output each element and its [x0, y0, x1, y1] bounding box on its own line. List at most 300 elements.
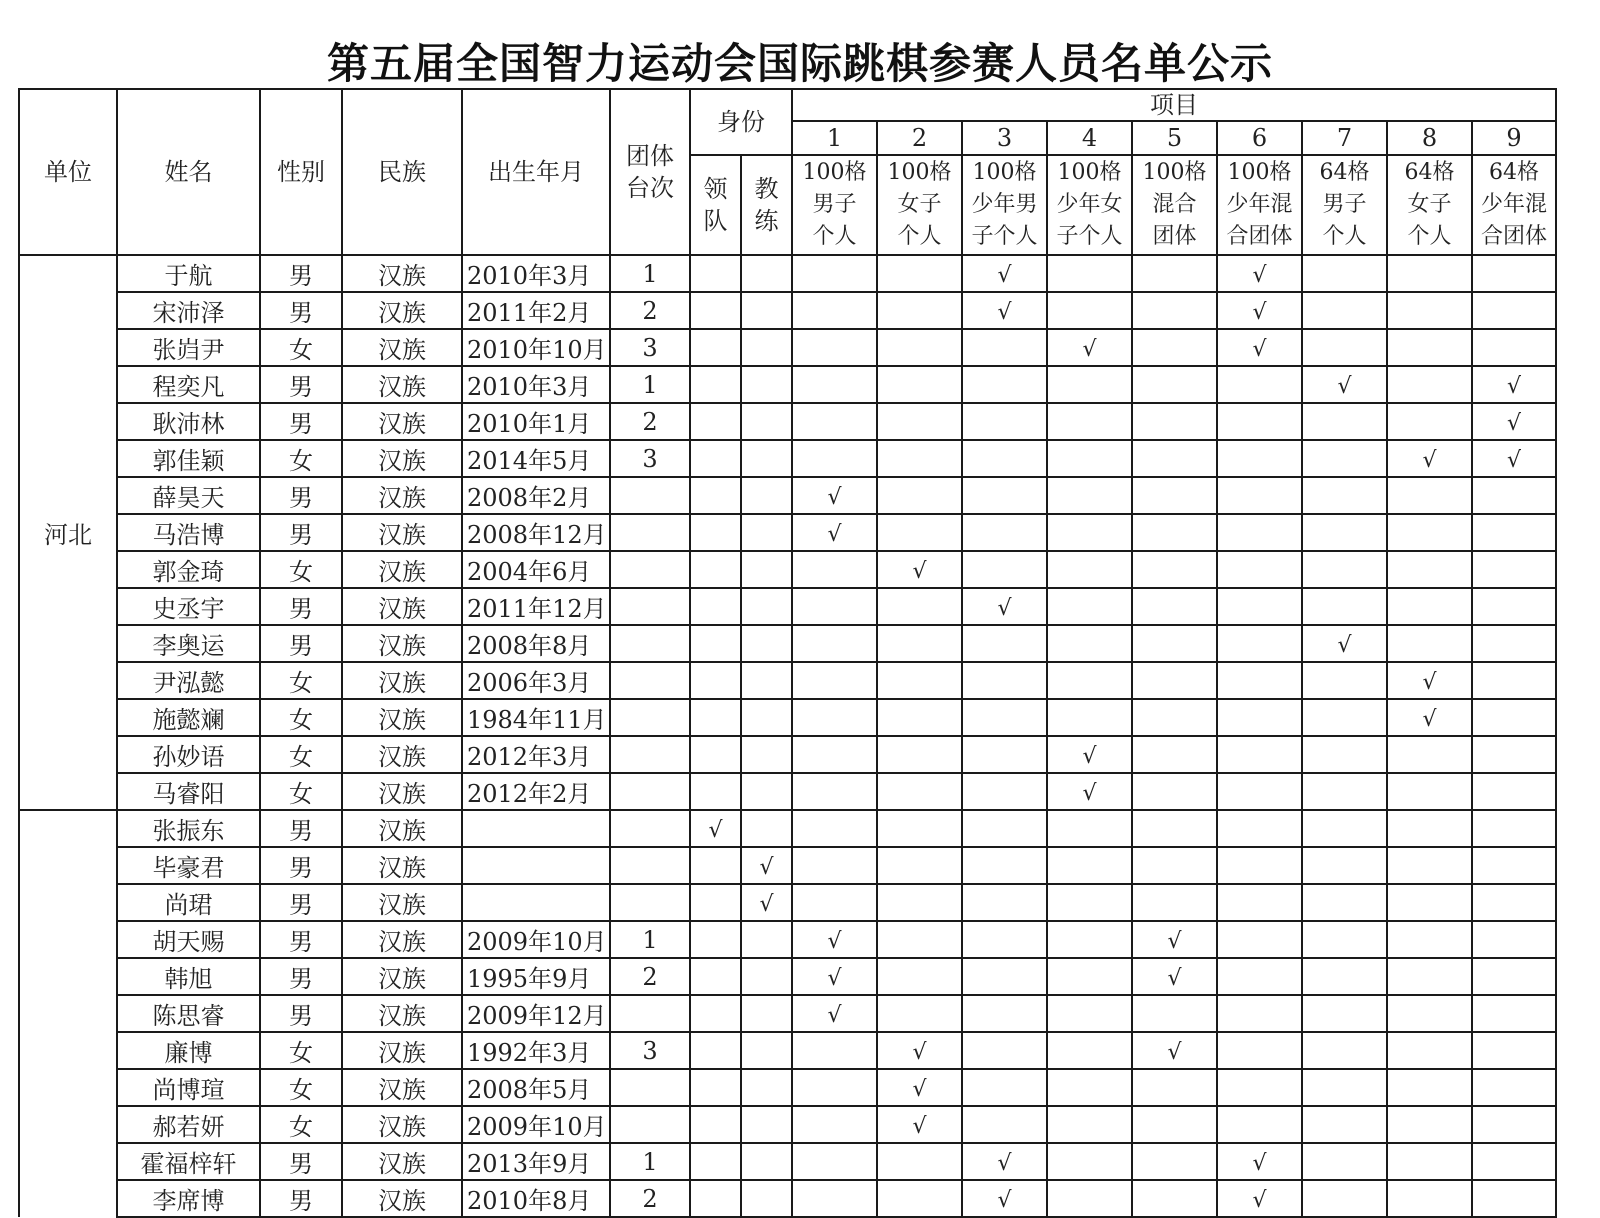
event-cell [962, 1180, 1047, 1217]
leader-cell [690, 699, 741, 736]
ethnicity-cell: 汉族 [342, 773, 462, 810]
event-cell [877, 477, 962, 514]
table-row [19, 625, 1556, 662]
event-cell [792, 773, 877, 810]
table-row [19, 440, 1556, 477]
header-event-name-line: 100格 [1142, 160, 1207, 185]
event-cell [1302, 699, 1387, 736]
event-cell [1302, 1143, 1387, 1180]
event-cell [962, 551, 1047, 588]
gender-cell: 男 [260, 810, 342, 847]
event-cell [1387, 1143, 1472, 1180]
gender-cell: 男 [260, 514, 342, 551]
coach-cell [741, 995, 792, 1032]
event-cell [962, 403, 1047, 440]
team-order-cell: 1 [610, 1143, 690, 1180]
event-cell [1472, 662, 1556, 699]
event-cell [1387, 551, 1472, 588]
coach-cell [741, 625, 792, 662]
event-cell [1387, 403, 1472, 440]
gender-cell: 男 [260, 921, 342, 958]
event-cell [1472, 847, 1556, 884]
name-cell: 陈思睿 [117, 995, 260, 1032]
header-unit: 单位 [19, 89, 117, 255]
header-event-name [1132, 155, 1217, 255]
event-cell [1217, 477, 1302, 514]
event-cell [1387, 514, 1472, 551]
header-event-name-line: 少年混 [1226, 192, 1293, 217]
ethnicity-cell: 汉族 [342, 440, 462, 477]
event-cell [1047, 1032, 1132, 1069]
header-event-name [792, 155, 877, 255]
event-cell [1047, 366, 1132, 403]
event-cell [1472, 921, 1556, 958]
check-mark: √ [827, 965, 842, 991]
table-row [19, 699, 1556, 736]
event-cell [792, 1032, 877, 1069]
leader-cell [690, 255, 741, 292]
table-row [19, 514, 1556, 551]
table-row [19, 1069, 1556, 1106]
team-order-cell [610, 588, 690, 625]
leader-cell [690, 1106, 741, 1143]
coach-cell [741, 810, 792, 847]
event-cell [877, 1106, 962, 1143]
check-mark: √ [1167, 928, 1182, 954]
name-cell: 孙妙语 [117, 736, 260, 773]
check-mark: √ [1337, 632, 1352, 658]
table-row [19, 1032, 1556, 1069]
coach-cell [741, 255, 792, 292]
event-cell [962, 773, 1047, 810]
event-cell [1047, 847, 1132, 884]
header-event-name-line: 64格 [1404, 160, 1455, 185]
event-cell [1472, 773, 1556, 810]
coach-cell [741, 736, 792, 773]
event-cell [1472, 514, 1556, 551]
event-cell [877, 847, 962, 884]
event-cell [1387, 292, 1472, 329]
event-cell [1132, 773, 1217, 810]
table-row [19, 588, 1556, 625]
header-event-name-line: 团体 [1152, 224, 1197, 249]
check-mark: √ [827, 1002, 842, 1028]
event-cell [1472, 995, 1556, 1032]
header-event-name-line: 子个人 [971, 224, 1038, 249]
event-cell [1132, 366, 1217, 403]
team-order-cell: 3 [610, 1032, 690, 1069]
event-cell [1217, 292, 1302, 329]
name-cell: 霍福梓轩 [117, 1143, 260, 1180]
event-cell [1132, 662, 1217, 699]
ethnicity-cell: 汉族 [342, 1180, 462, 1217]
name-cell: 毕豪君 [117, 847, 260, 884]
event-cell [1132, 810, 1217, 847]
check-mark: √ [1506, 447, 1522, 473]
event-cell [877, 773, 962, 810]
event-cell [1387, 995, 1472, 1032]
leader-cell [690, 588, 741, 625]
event-cell [877, 366, 962, 403]
event-cell [1217, 588, 1302, 625]
event-cell [1132, 329, 1217, 366]
event-cell [1132, 292, 1217, 329]
event-cell [1387, 1106, 1472, 1143]
header-name: 姓名 [117, 89, 260, 255]
check-mark: √ [1252, 1150, 1267, 1176]
gender-cell: 女 [260, 551, 342, 588]
gender-cell: 男 [260, 255, 342, 292]
event-cell [792, 588, 877, 625]
event-cell [962, 921, 1047, 958]
header-coach-line1: 教 [754, 175, 779, 203]
name-cell: 廉博 [117, 1032, 260, 1069]
event-cell [877, 255, 962, 292]
event-cell [1472, 477, 1556, 514]
header-event-name [1302, 155, 1387, 255]
table-row [19, 403, 1556, 440]
event-cell [1132, 588, 1217, 625]
table-row [19, 255, 1556, 292]
leader-cell [690, 847, 741, 884]
leader-cell [690, 1069, 741, 1106]
header-event-number: 9 [1472, 121, 1556, 155]
team-order-cell [610, 477, 690, 514]
team-order-cell [610, 514, 690, 551]
name-cell: 尚珺 [117, 884, 260, 921]
event-cell [1302, 1069, 1387, 1106]
coach-cell [741, 1032, 792, 1069]
header-event-name-line: 100格 [802, 160, 867, 185]
header-leader-line2: 队 [703, 207, 728, 235]
event-cell [1302, 625, 1387, 662]
event-cell [1047, 773, 1132, 810]
team-order-cell [610, 847, 690, 884]
leader-cell [690, 958, 741, 995]
event-cell [792, 440, 877, 477]
event-cell [1387, 1180, 1472, 1217]
event-cell [1302, 366, 1387, 403]
birth-cell: 2011年12月 [462, 588, 610, 625]
event-cell [1047, 1069, 1132, 1106]
birth-cell: 2011年2月 [462, 292, 610, 329]
event-cell [1387, 329, 1472, 366]
event-cell [877, 736, 962, 773]
event-cell [792, 699, 877, 736]
ethnicity-cell: 汉族 [342, 292, 462, 329]
team-order-cell [610, 1106, 690, 1143]
event-cell [1387, 588, 1472, 625]
ethnicity-cell: 汉族 [342, 625, 462, 662]
event-cell [1302, 440, 1387, 477]
event-cell [1472, 1143, 1556, 1180]
header-event-name-line: 个人 [1322, 224, 1367, 249]
team-order-cell: 2 [610, 958, 690, 995]
table-row [19, 1106, 1556, 1143]
table-row [19, 477, 1556, 514]
gender-cell: 女 [260, 1032, 342, 1069]
gender-cell: 男 [260, 958, 342, 995]
header-event-name-line: 子个人 [1056, 224, 1123, 249]
event-cell [1047, 995, 1132, 1032]
event-cell [1472, 884, 1556, 921]
event-cell [1132, 1180, 1217, 1217]
coach-cell [741, 366, 792, 403]
table-row [19, 1143, 1556, 1180]
event-cell [1047, 884, 1132, 921]
birth-cell: 2010年1月 [462, 403, 610, 440]
check-mark: √ [1422, 669, 1437, 695]
event-cell [792, 366, 877, 403]
event-cell [877, 403, 962, 440]
event-cell [962, 958, 1047, 995]
event-cell [1132, 847, 1217, 884]
team-order-cell [610, 995, 690, 1032]
leader-cell [690, 440, 741, 477]
event-cell [792, 255, 877, 292]
check-mark: √ [827, 928, 842, 954]
event-cell [1132, 699, 1217, 736]
event-cell [1302, 662, 1387, 699]
event-cell [1047, 440, 1132, 477]
event-cell [877, 1032, 962, 1069]
header-event-name-line: 男子 [812, 192, 857, 217]
ethnicity-cell: 汉族 [342, 329, 462, 366]
leader-cell [690, 662, 741, 699]
event-cell [1387, 736, 1472, 773]
event-cell [1302, 403, 1387, 440]
event-cell [962, 329, 1047, 366]
event-cell [1472, 958, 1556, 995]
birth-cell: 2008年12月 [462, 514, 610, 551]
event-cell [792, 551, 877, 588]
event-cell [1302, 1106, 1387, 1143]
header-leader-line1: 领 [703, 175, 728, 203]
leader-cell [690, 403, 741, 440]
event-cell [792, 477, 877, 514]
event-cell [1302, 958, 1387, 995]
ethnicity-cell: 汉族 [342, 588, 462, 625]
team-order-cell [610, 662, 690, 699]
event-cell [1217, 1180, 1302, 1217]
event-cell [877, 514, 962, 551]
event-cell [962, 810, 1047, 847]
event-cell [1302, 736, 1387, 773]
birth-cell: 2010年10月 [462, 329, 610, 366]
event-cell [1132, 1032, 1217, 1069]
event-cell [1132, 995, 1217, 1032]
check-mark: √ [1082, 743, 1097, 769]
check-mark: √ [1252, 299, 1267, 325]
table-row [19, 329, 1556, 366]
check-mark: √ [1252, 262, 1267, 288]
event-cell [792, 921, 877, 958]
gender-cell: 女 [260, 329, 342, 366]
birth-cell: 2008年8月 [462, 625, 610, 662]
check-mark: √ [997, 1187, 1012, 1213]
team-order-cell: 2 [610, 1180, 690, 1217]
event-cell [1132, 736, 1217, 773]
unit-cell: 河北 [19, 255, 117, 810]
name-cell: 马睿阳 [117, 773, 260, 810]
name-cell: 李奥运 [117, 625, 260, 662]
birth-cell [462, 847, 610, 884]
event-cell [792, 403, 877, 440]
coach-cell [741, 847, 792, 884]
check-mark: √ [708, 817, 723, 843]
event-cell [1217, 440, 1302, 477]
birth-cell [462, 884, 610, 921]
event-cell [792, 736, 877, 773]
header-event-number: 3 [962, 121, 1047, 155]
gender-cell: 女 [260, 736, 342, 773]
gender-cell: 男 [260, 1180, 342, 1217]
leader-cell [690, 1180, 741, 1217]
ethnicity-cell: 汉族 [342, 810, 462, 847]
event-cell [1302, 1180, 1387, 1217]
leader-cell [690, 995, 741, 1032]
event-cell [962, 884, 1047, 921]
check-mark: √ [912, 1076, 927, 1102]
gender-cell: 男 [260, 477, 342, 514]
event-cell [792, 1180, 877, 1217]
event-cell [1047, 921, 1132, 958]
event-cell [877, 662, 962, 699]
event-cell [792, 329, 877, 366]
event-cell [1472, 736, 1556, 773]
gender-cell: 女 [260, 662, 342, 699]
birth-cell: 2010年3月 [462, 366, 610, 403]
event-cell [1387, 699, 1472, 736]
birth-cell: 2009年10月 [462, 1106, 610, 1143]
name-cell: 郭佳颖 [117, 440, 260, 477]
gender-cell: 女 [260, 773, 342, 810]
event-cell [1217, 995, 1302, 1032]
ethnicity-cell: 汉族 [342, 477, 462, 514]
check-mark: √ [1167, 1039, 1182, 1065]
page-title: 第五届全国智力运动会国际跳棋参赛人员名单公示 [326, 39, 1273, 88]
header-team-order-line2: 台次 [626, 174, 674, 202]
header-event-name-line: 混合 [1152, 192, 1197, 217]
event-cell [1472, 329, 1556, 366]
roster-table [18, 88, 1557, 1218]
event-cell [1472, 1106, 1556, 1143]
coach-cell [741, 699, 792, 736]
event-cell [1302, 551, 1387, 588]
header-event-number: 2 [877, 121, 962, 155]
event-cell [877, 1069, 962, 1106]
event-cell [877, 884, 962, 921]
header-coach [741, 155, 792, 255]
birth-cell: 2010年8月 [462, 1180, 610, 1217]
name-cell: 薛昊天 [117, 477, 260, 514]
ethnicity-cell: 汉族 [342, 662, 462, 699]
event-cell [1047, 588, 1132, 625]
event-cell [1472, 625, 1556, 662]
coach-cell [741, 588, 792, 625]
gender-cell: 男 [260, 366, 342, 403]
event-cell [792, 1069, 877, 1106]
header-event-name-line: 个人 [897, 224, 942, 249]
event-cell [1047, 736, 1132, 773]
header-event-name [1047, 155, 1132, 255]
coach-cell [741, 884, 792, 921]
check-mark: √ [1422, 447, 1437, 473]
event-cell [1387, 773, 1472, 810]
name-cell: 韩旭 [117, 958, 260, 995]
header-events: 项目 [792, 89, 1556, 121]
name-cell: 施懿斓 [117, 699, 260, 736]
coach-cell [741, 1143, 792, 1180]
table-row [19, 366, 1556, 403]
check-mark: √ [1082, 336, 1097, 362]
event-cell [792, 847, 877, 884]
leader-cell [690, 292, 741, 329]
name-cell: 史丞宇 [117, 588, 260, 625]
event-cell [792, 995, 877, 1032]
event-cell [1387, 1069, 1472, 1106]
event-cell [1387, 440, 1472, 477]
header-team-order-line1: 团体 [626, 142, 674, 170]
event-cell [877, 1180, 962, 1217]
team-order-cell: 1 [610, 366, 690, 403]
leader-cell [690, 921, 741, 958]
event-cell [877, 995, 962, 1032]
event-cell [1132, 440, 1217, 477]
team-order-cell [610, 551, 690, 588]
coach-cell [741, 662, 792, 699]
team-order-cell [610, 699, 690, 736]
name-cell: 张振东 [117, 810, 260, 847]
event-cell [1132, 1106, 1217, 1143]
ethnicity-cell: 汉族 [342, 514, 462, 551]
coach-cell [741, 551, 792, 588]
birth-cell: 1984年11月 [462, 699, 610, 736]
birth-cell: 2013年9月 [462, 1143, 610, 1180]
birth-cell: 2010年3月 [462, 255, 610, 292]
event-cell [1047, 292, 1132, 329]
birth-cell [462, 810, 610, 847]
event-cell [1217, 551, 1302, 588]
header-event-name-line: 少年男 [971, 192, 1038, 217]
event-cell [1302, 255, 1387, 292]
event-cell [877, 329, 962, 366]
ethnicity-cell: 汉族 [342, 921, 462, 958]
event-cell [877, 921, 962, 958]
header-event-number: 5 [1132, 121, 1217, 155]
header-event-name-line: 100格 [1227, 160, 1292, 185]
ethnicity-cell: 汉族 [342, 255, 462, 292]
table-row [19, 884, 1556, 921]
event-cell [1472, 440, 1556, 477]
coach-cell [741, 514, 792, 551]
event-cell [1302, 884, 1387, 921]
event-cell [1217, 1069, 1302, 1106]
header-event-name-line: 少年女 [1056, 192, 1123, 217]
team-order-cell [610, 773, 690, 810]
coach-cell [741, 1180, 792, 1217]
check-mark: √ [827, 484, 842, 510]
event-cell [962, 662, 1047, 699]
event-cell [962, 1069, 1047, 1106]
check-mark: √ [997, 1150, 1012, 1176]
event-cell [1217, 625, 1302, 662]
event-cell [1217, 403, 1302, 440]
event-cell [962, 625, 1047, 662]
event-cell [1472, 588, 1556, 625]
event-cell [1302, 329, 1387, 366]
header-event-number: 6 [1217, 121, 1302, 155]
